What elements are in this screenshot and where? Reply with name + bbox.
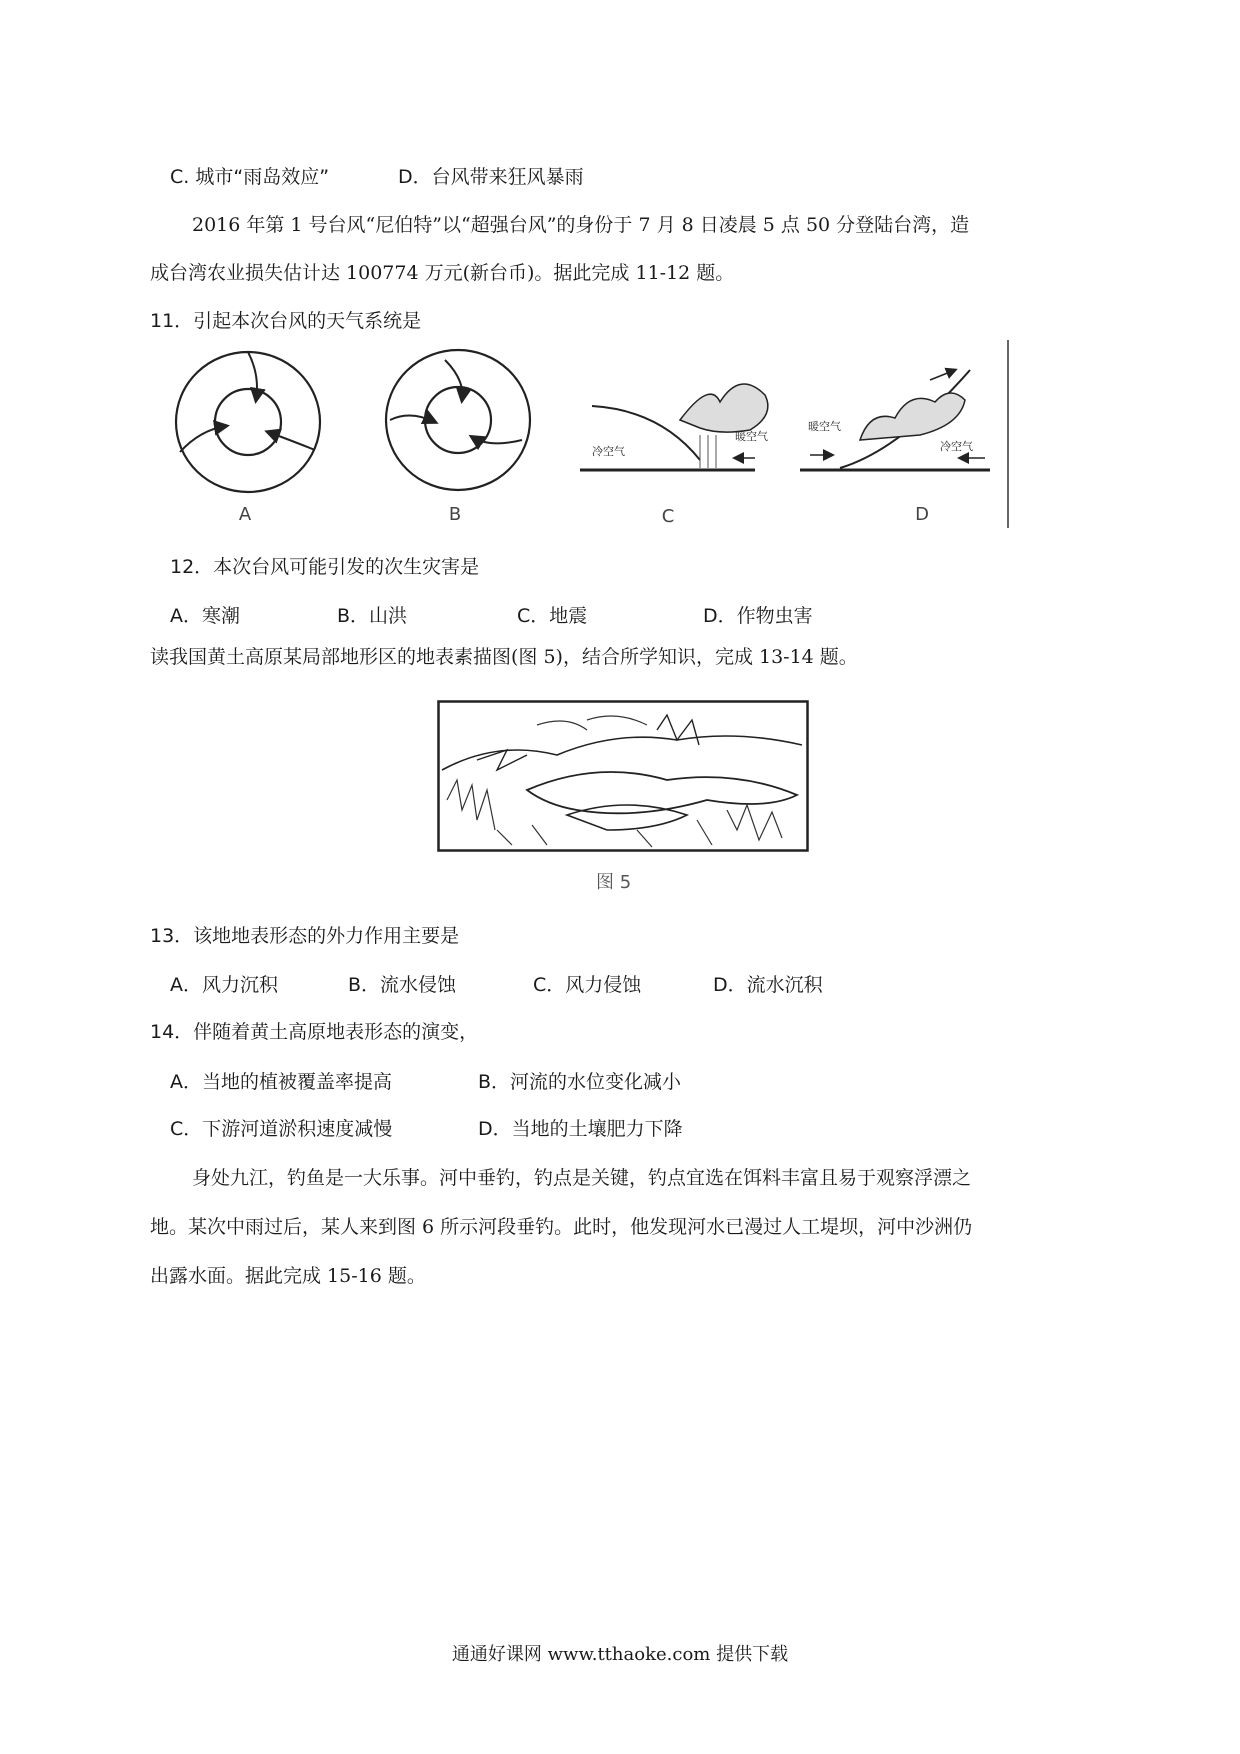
loess-intro: 读我国黄土高原某局部地形区的地表素描图(图 5)，结合所学知识，完成 13-14 题。 [150,646,858,668]
diagram-c-front [580,384,768,470]
q10-option-d: D．台风带来狂风暴雨 [398,166,584,188]
fishing-intro-line1: 身处九江，钓鱼是一大乐事。河中垂钓，钓点是关键，钓点宜选在饵料丰富且易于观察浮漂之 [192,1167,972,1189]
diagram-d-cold-air: 冷空气 [940,440,973,453]
figure5-loess-sketch [437,700,809,852]
typhoon-intro-line2: 成台湾农业损失估计达 100774 万元(新台币)。据此完成 11-12 题。 [150,262,735,284]
q12-stem: 12．本次台风可能引发的次生灾害是 [170,556,480,578]
q13-option-c: C．风力侵蚀 [533,974,642,996]
q14-option-a: A．当地的植被覆盖率提高 [170,1071,392,1093]
q12-option-d: D．作物虫害 [703,605,813,627]
q13-option-a: A．风力沉积 [170,974,278,996]
q12-option-c: C．地震 [517,605,588,627]
diagram-b [386,350,530,490]
diagram-label-a: A [238,504,252,525]
q14-option-d: D．当地的土壤肥力下降 [478,1118,683,1140]
fishing-intro-line3: 出露水面。据此完成 15-16 题。 [150,1265,426,1287]
q12-option-a: A．寒潮 [170,605,240,627]
q14-stem: 14．伴随着黄土高原地表形态的演变， [150,1021,479,1043]
diagram-label-d: D [915,504,929,525]
diagram-c-cold-air: 冷空气 [592,445,625,458]
figure5-caption: 图 5 [596,872,632,893]
diagram-a-cyclone [176,352,320,492]
diagram-c-warm-air: 暖空气 [735,430,768,443]
page-footer: 通通好课网 www.tthaoke.com 提供下载 [451,1644,789,1665]
q10-option-c: C. 城市“雨岛效应” [170,166,330,188]
diagram-d-front [800,370,990,470]
q13-option-b: B．流水侵蚀 [348,974,457,996]
diagram-label-c: C [661,506,675,527]
q11-stem: 11．引起本次台风的天气系统是 [150,310,422,332]
fishing-intro-line2: 地。某次中雨过后，某人来到图 6 所示河段垂钓。此时，他发现河水已漫过人工堤坝，河中沙洲仍 [150,1216,973,1238]
q13-option-d: D．流水沉积 [713,974,823,996]
q12-option-b: B．山洪 [337,605,408,627]
q13-stem: 13．该地地表形态的外力作用主要是 [150,925,460,947]
diagram-label-b: B [448,504,462,525]
q14-option-c: C．下游河道淤积速度减慢 [170,1118,393,1140]
typhoon-intro-line1: 2016 年第 1 号台风“尼伯特”以“超强台风”的身份于 7 月 8 日凌晨 5 点 50 分登陆台湾，造 [192,214,970,236]
weather-system-diagrams [160,340,1030,540]
diagram-d-warm-air: 暖空气 [808,420,841,433]
q14-option-b: B．河流的水位变化减小 [478,1071,682,1093]
